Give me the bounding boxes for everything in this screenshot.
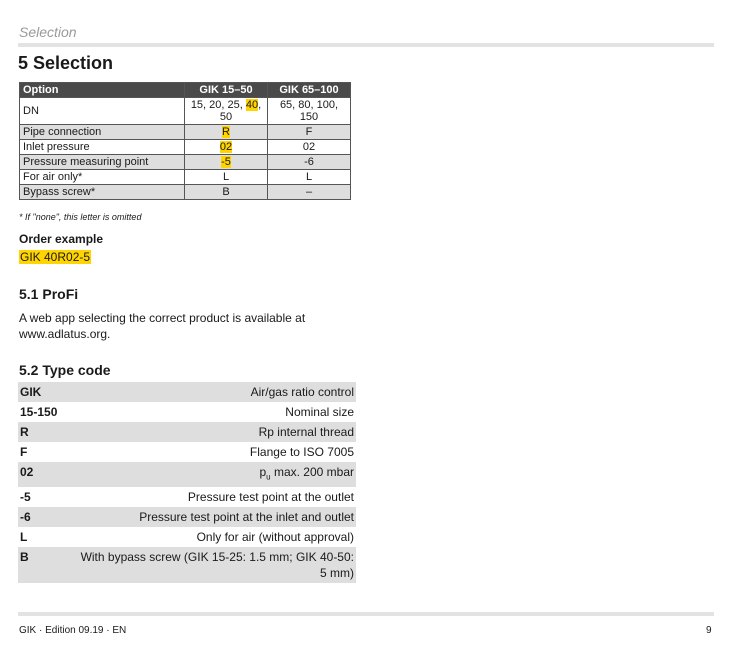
top-rule — [18, 43, 714, 47]
dn-values-e: 150 — [299, 111, 319, 123]
row-label: Pressure measuring point — [20, 155, 185, 170]
type-code: R — [20, 425, 29, 439]
cell-col1: B — [185, 185, 268, 200]
cell-col1 — [185, 125, 268, 140]
type-code-desc: Flange to ISO 7005 — [249, 445, 354, 459]
order-example-value: GIK 40R02-5 — [20, 250, 91, 264]
desc-p: p — [259, 465, 267, 479]
section-heading-profi: 5.1 ProFi — [19, 286, 79, 302]
row-label: DN — [20, 98, 185, 125]
type-code-desc — [80, 464, 354, 485]
cell-col2: F — [268, 125, 351, 140]
type-code: -5 — [20, 490, 31, 505]
dn-values-a: 15, 20, 25, — [190, 99, 246, 111]
type-code-table — [18, 382, 356, 583]
type-code-row — [18, 382, 356, 402]
type-code: L — [20, 530, 28, 545]
running-head: Selection — [19, 24, 77, 40]
col-header-option: Option — [20, 83, 185, 98]
type-code-row — [18, 507, 356, 527]
table-row — [20, 185, 351, 200]
cell-col2: 02 — [268, 140, 351, 155]
bottom-rule — [18, 612, 714, 616]
type-code-row — [18, 547, 356, 583]
type-code-row — [18, 462, 356, 487]
section-heading-type-code: 5.2 Type code — [19, 362, 111, 378]
dn-values-d: 65, 80, 100, — [279, 99, 339, 111]
type-code-row — [18, 402, 356, 422]
type-code: B — [20, 550, 29, 565]
dn-values-b: , — [258, 99, 262, 111]
type-code-desc: Only for air (without approval) — [196, 530, 354, 545]
footnote: * If "none", this letter is omitted — [19, 212, 142, 222]
dn-highlight: 40 — [245, 99, 259, 111]
type-code: 15-150 — [20, 405, 58, 419]
cell-col2: – — [268, 185, 351, 200]
order-example-title: Order example — [19, 232, 104, 246]
cell-col1 — [185, 155, 268, 170]
page-title: 5 Selection — [18, 53, 114, 73]
row-label: Bypass screw* — [20, 185, 185, 200]
table-row — [20, 140, 351, 155]
highlight-value: -5 — [221, 156, 231, 168]
col-header-gik15-50: GIK 15–50 — [185, 83, 268, 98]
type-code-desc: Rp internal thread — [258, 425, 354, 439]
cell-dn-col2 — [268, 98, 351, 125]
cell-dn-col1 — [185, 98, 268, 125]
row-label: Pipe connection — [20, 125, 185, 140]
col-header-gik65-100: GIK 65–100 — [268, 83, 351, 98]
type-code-row — [18, 422, 356, 442]
type-code: -6 — [20, 510, 31, 525]
type-code-row — [18, 487, 356, 507]
cell-col1: L — [185, 170, 268, 185]
selection-table — [19, 82, 351, 200]
row-label: For air only* — [20, 170, 185, 185]
type-code-row — [18, 527, 356, 547]
desc-post: max. 200 mbar — [270, 465, 354, 479]
type-code-desc: Air/gas ratio control — [250, 385, 354, 399]
profi-text: A web app selecting the correct product is available at www.adlatus.org. — [19, 311, 306, 341]
footer-edition: GIK · Edition 09.19 · EN — [19, 625, 127, 636]
type-code-desc: Nominal size — [285, 405, 354, 419]
type-code-desc: Pressure test point at the outlet — [187, 490, 354, 505]
desc-sub: u — [266, 472, 271, 482]
cell-col2: L — [268, 170, 351, 185]
type-code: 02 — [20, 465, 34, 479]
row-label: Inlet pressure — [20, 140, 185, 155]
highlight-value: 02 — [219, 141, 233, 153]
type-code: GIK — [20, 385, 42, 399]
table-row — [20, 98, 351, 125]
cell-col2: -6 — [268, 155, 351, 170]
table-row — [20, 155, 351, 170]
type-code: F — [20, 445, 28, 459]
type-code-desc: Pressure test point at the inlet and outlet — [139, 510, 354, 525]
page-number: 9 — [706, 625, 712, 636]
type-code-row — [18, 442, 356, 462]
type-code-desc: With bypass screw (GIK 15-25: 1.5 mm; GIK 40-50: 5 mm) — [80, 550, 354, 581]
table-row — [20, 125, 351, 140]
highlight-value: R — [222, 126, 230, 138]
dn-values-c: 50 — [219, 111, 233, 123]
cell-col1 — [185, 140, 268, 155]
table-row — [20, 170, 351, 185]
